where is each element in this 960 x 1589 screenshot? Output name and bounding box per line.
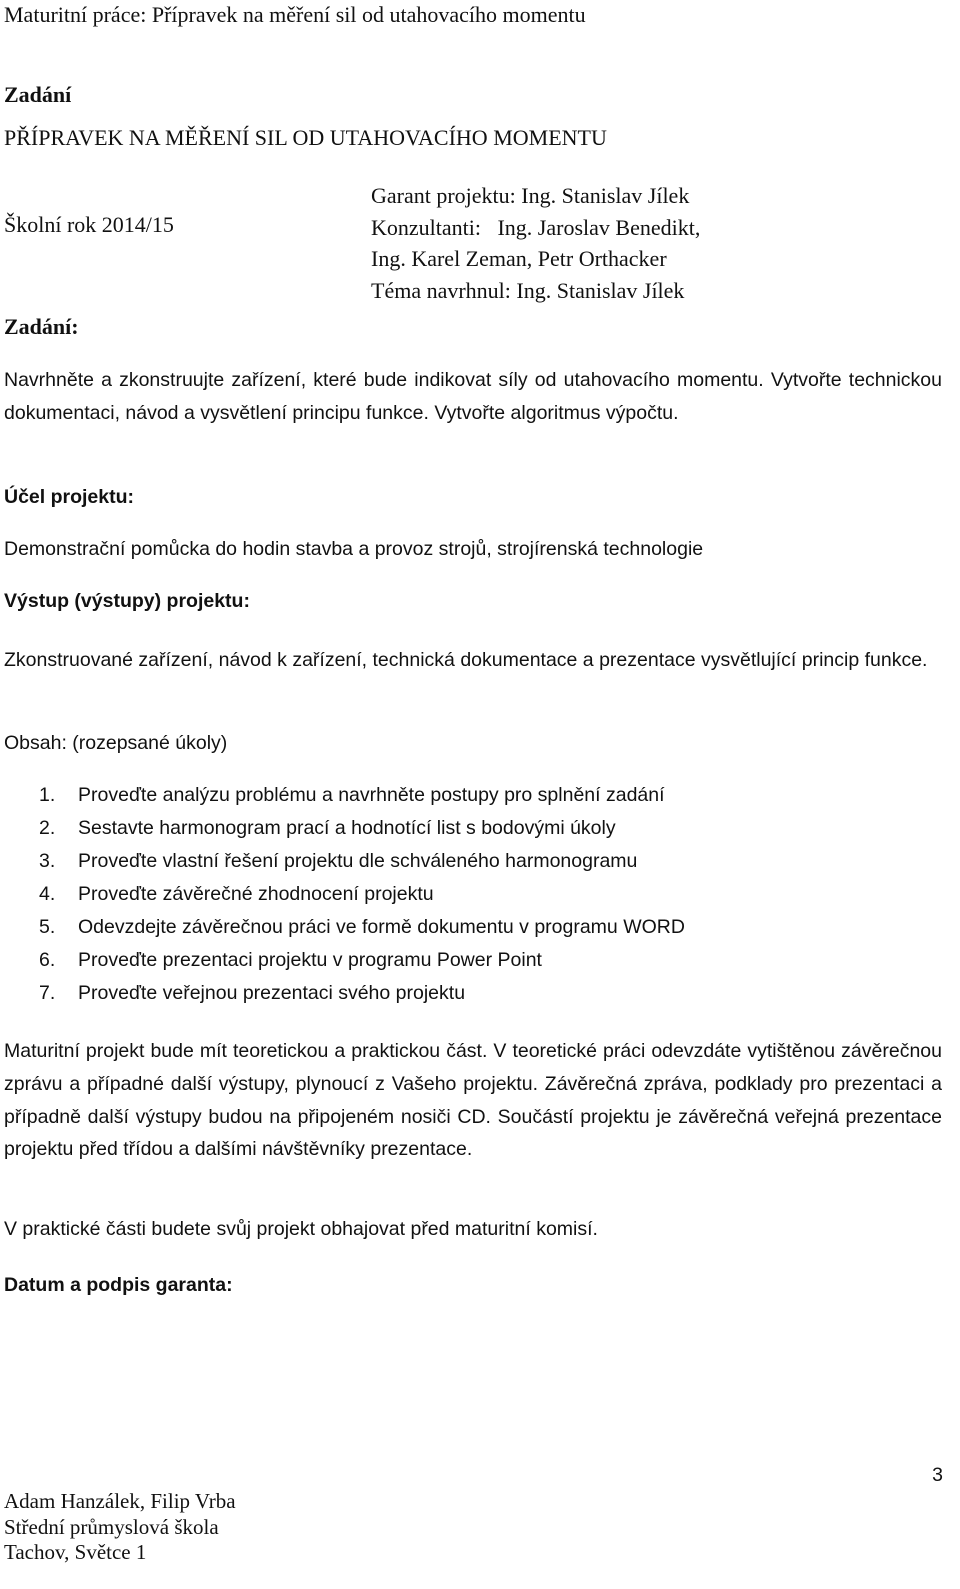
topic-author-line: Téma navrhnul: Ing. Stanislav Jílek [371,277,685,303]
purpose-heading: Účel projektu: [4,486,135,508]
list-item [4,850,685,883]
task-number: 1. [39,784,56,806]
signature-heading: Datum a podpis garanta: [4,1274,233,1296]
task-number: 5. [39,916,56,938]
task-text: Proveďte prezentaci projektu v programu Power Point [78,949,542,971]
task-text: Odevzdejte závěrečnou práci ve formě dokumentu v programu WORD [78,916,685,938]
footer [4,1489,236,1566]
task-text: Proveďte veřejnou prezentaci svého projektu [78,982,466,1004]
task-text: Proveďte analýzu problému a navrhněte postupy pro splnění zadání [78,784,665,806]
footer-authors: Adam Hanzálek, Filip Vrba [4,1489,236,1513]
guarantor-line: Garant projektu: Ing. Stanislav Jílek [371,183,690,208]
page-number: 3 [932,1464,943,1486]
consultants-line-2: Ing. Karel Zeman, Petr Orthacker [371,246,667,271]
list-item [4,817,685,850]
document-header-title: Maturitní práce: Přípravek na měření sil od utahovacího momentu [4,2,586,27]
task-number: 3. [39,850,56,872]
practice-paragraph: V praktické části budete svůj projekt obhajovat před maturitní komisí. [4,1218,598,1240]
task-number: 4. [39,883,56,905]
task-number: 7. [39,982,56,1004]
list-item [4,784,685,817]
assignment-text: Navrhněte a zkonstruujte zařízení, které bude indikovat síly od utahovacího momentu. Vytvořte technickou dokumentaci, návod a vysvětlení principu funkce. Vytvořte algoritmus výpočtu. [4,369,942,424]
contents-heading: Obsah: (rozepsané úkoly) [4,732,228,754]
footer-address: Tachov, Světce 1 [4,1540,147,1564]
list-item [4,883,685,916]
outputs-text: Zkonstruované zařízení, návod k zařízení, technická dokumentace a prezentace vysvětlující princip funkce. [4,649,928,671]
list-item [4,982,685,1015]
task-number: 2. [39,817,56,839]
task-text: Proveďte vlastní řešení projektu dle schváleného harmonogramu [78,850,638,872]
list-item [4,916,685,949]
assignment-label: Zadání: [4,314,79,339]
task-number: 6. [39,949,56,971]
assignment-heading: Zadání [4,82,72,107]
school-year: Školní rok 2014/15 [4,212,174,237]
outputs-heading: Výstup (výstupy) projektu: [4,590,250,612]
task-text: Sestavte harmonogram prací a hodnotící list s bodovými úkoly [78,817,616,839]
theory-paragraph: Maturitní projekt bude mít teoretickou a praktickou část. V teoretické práci odevzdáte vytištěnou závěrečnou zprávu a případné další výstupy, plynoucí z Vašeho projektu. Závěrečná zpráva, podklady pro prezentaci a případně další výstupy budou na připojeném nosiči CD. Součástí projektu je závěrečná veřejná prezentace projektu před třídou a dalšími návštěvníky prezentace. [4,1040,942,1161]
project-title: PŘÍPRAVEK NA MĚŘENÍ SIL OD UTAHOVACÍHO MOMENTU [4,125,607,150]
footer-school: Střední průmyslová škola [4,1514,219,1539]
project-meta-block [371,180,700,306]
purpose-text: Demonstrační pomůcka do hodin stavba a provoz strojů, strojírenská technologie [4,538,704,560]
consultants-line-1: Konzultanti: Ing. Jaroslav Benedikt, [371,214,701,240]
task-list [4,784,685,1015]
task-text: Proveďte závěrečné zhodnocení projektu [78,883,434,905]
list-item [4,949,685,982]
